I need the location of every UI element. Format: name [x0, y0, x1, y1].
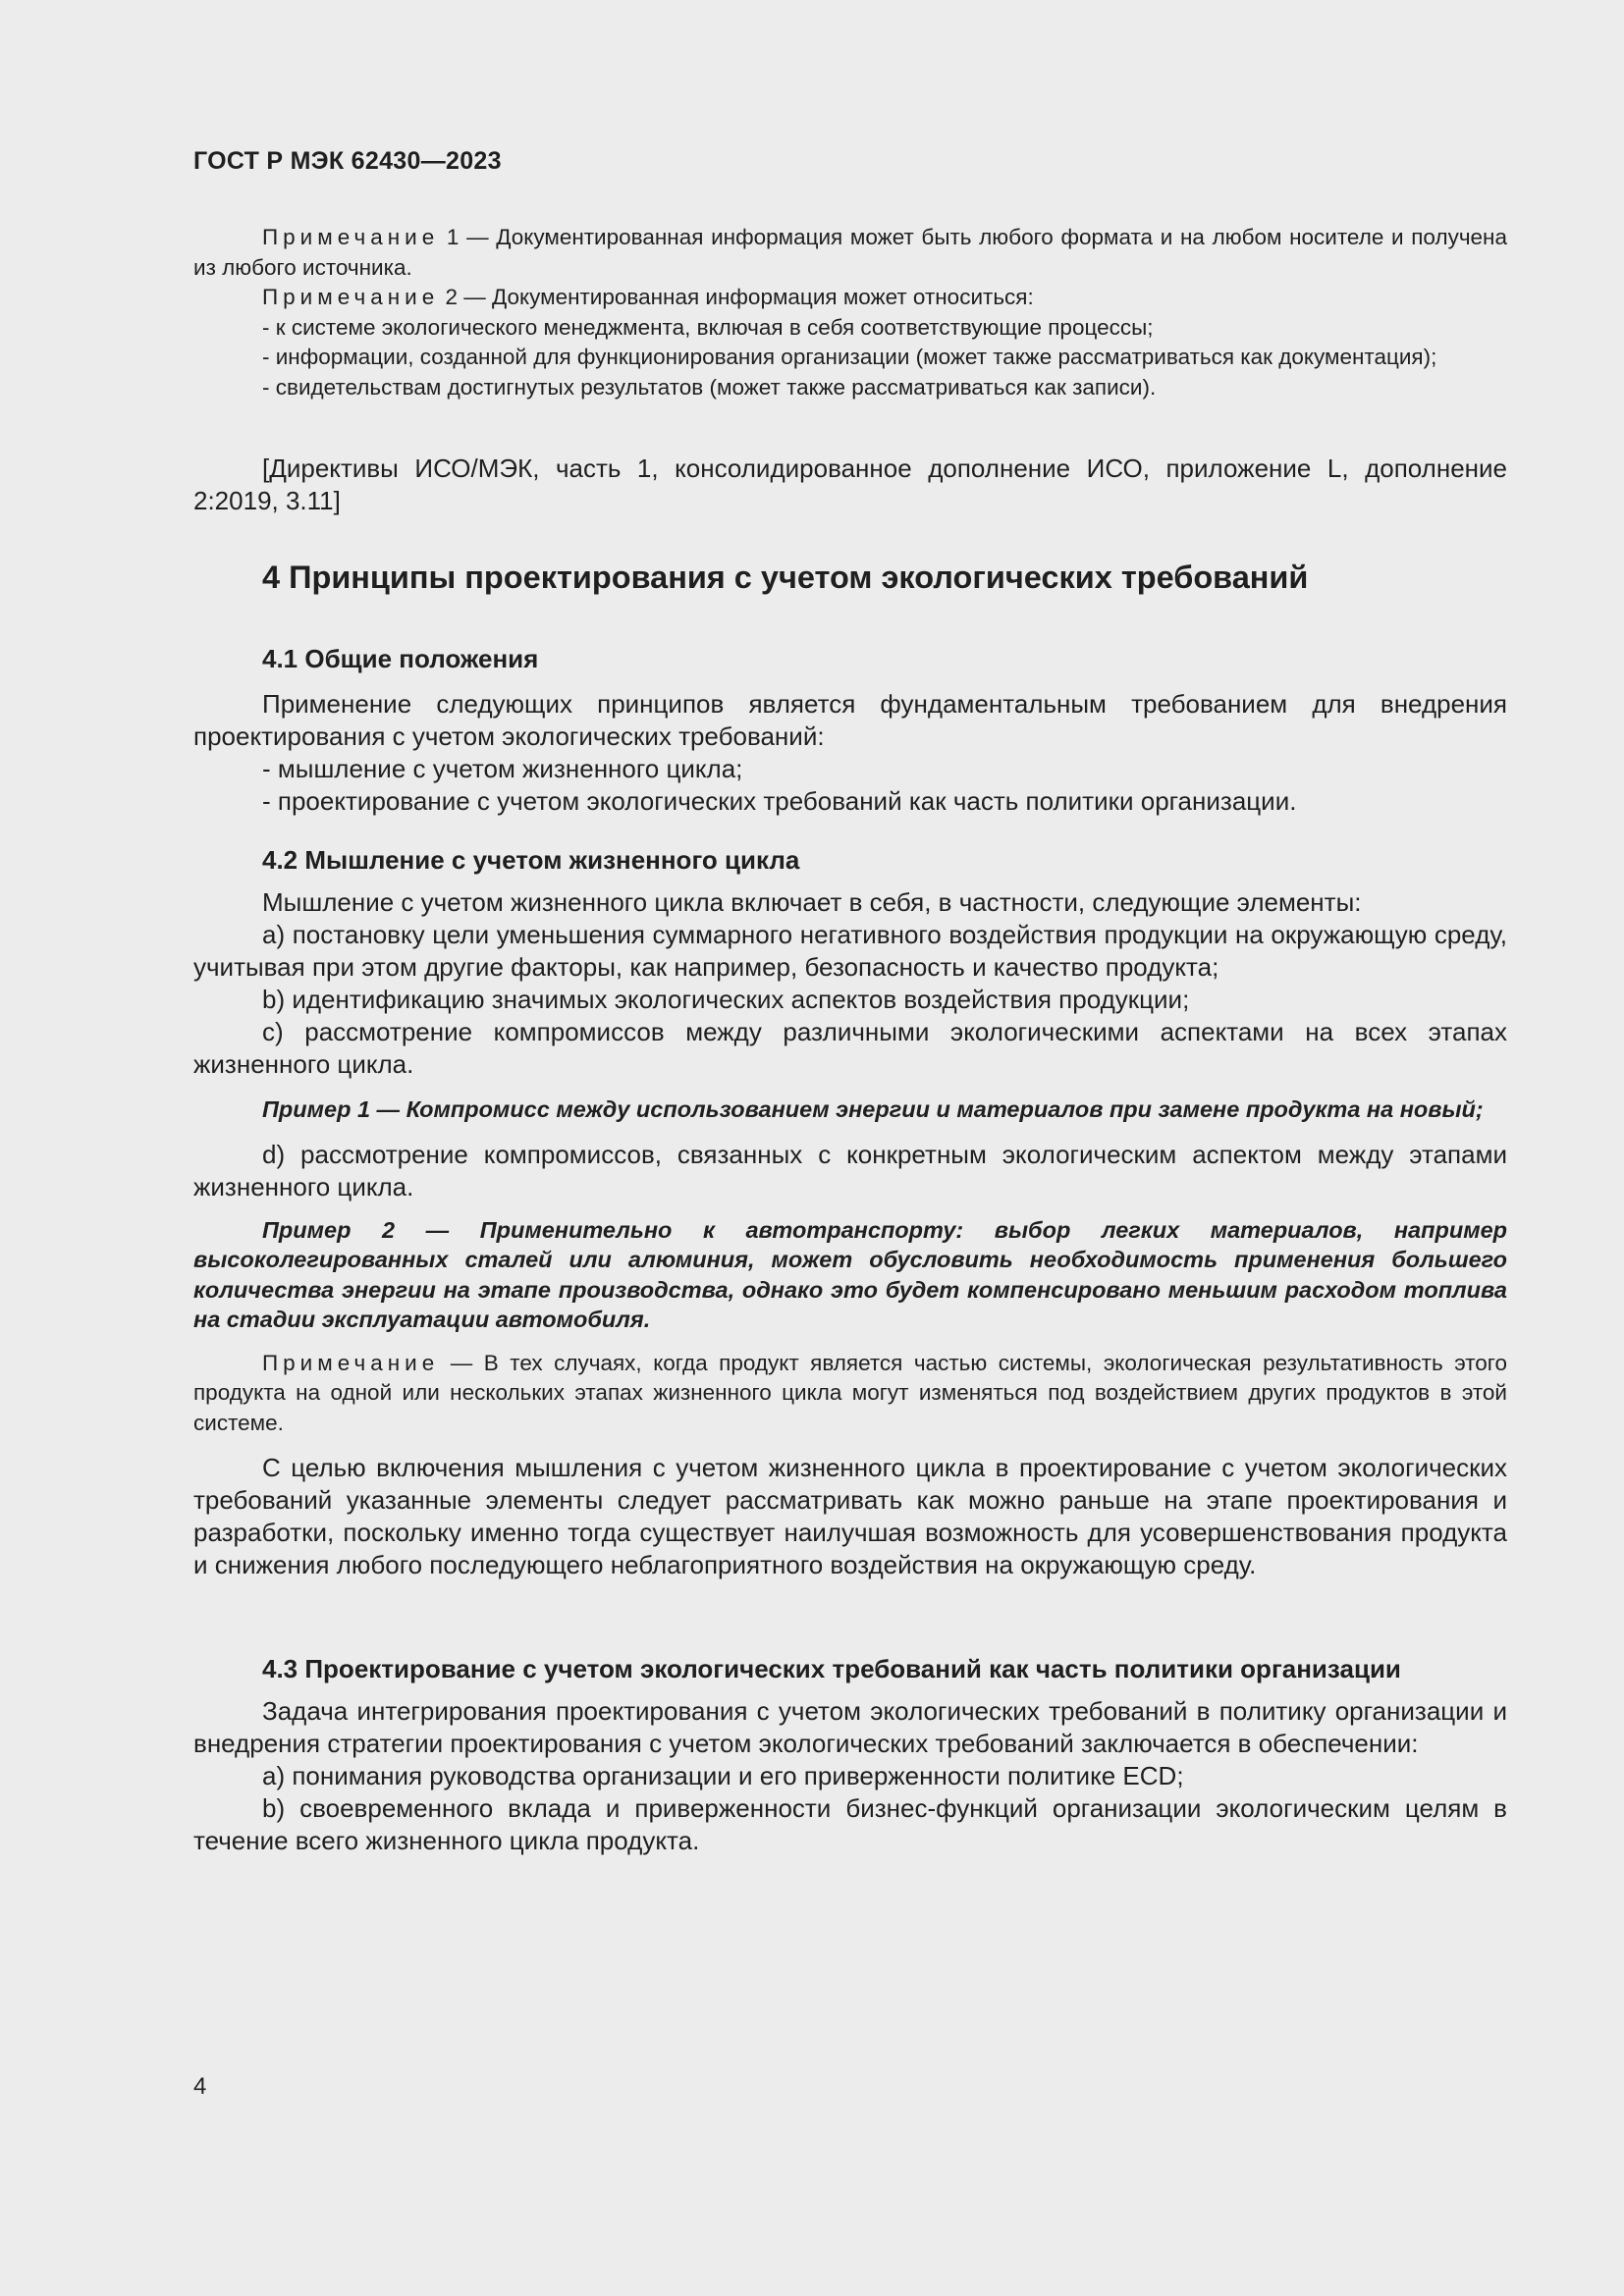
- note-3-text: — В тех случаях, когда продукт является частью системы, экологическая результативность этого продукта на одной или нескольких этапах жизненного цикла могут изменяться под воздействием других продуктов в этой системе.: [193, 1350, 1507, 1435]
- section-4-2-title: 4.2 Мышление с учетом жизненного цикла: [262, 845, 800, 875]
- document-header: ГОСТ Р МЭК 62430—2023: [193, 147, 502, 175]
- note-3: [193, 1349, 1507, 1439]
- list-item: - к системе экологического менеджмента, включая в себя соответствующие процессы;: [262, 314, 1154, 340]
- list-item-a: a) постановку цели уменьшения суммарного негативного воздействия продукции на окружающую среду, учитывая при этом другие факторы, как например, безопасность и качество продукта;: [193, 920, 1507, 982]
- list-item-b: b) идентификацию значимых экологических аспектов воздействия продукции;: [262, 985, 1190, 1014]
- note-2-label: Примечание: [262, 285, 440, 309]
- notes-top: [193, 223, 1507, 402]
- section-4-2-intro: Мышление с учетом жизненного цикла включает в себя, в частности, следующие элементы:: [262, 887, 1362, 917]
- note-1-label: Примечание: [262, 225, 440, 249]
- list-item: - свидетельствам достигнутых результатов (может также рассматриваться как записи).: [262, 374, 1157, 400]
- section-4-title: 4 Принципы проектирования с учетом экологических требований: [262, 560, 1309, 595]
- note-2-text: 2 — Документированная информация может относиться:: [439, 285, 1034, 309]
- section-4-1-intro: Применение следующих принципов является фундаментальным требованием для внедрения проектирования с учетом экологических требований:: [193, 689, 1507, 751]
- list-item: - проектирование с учетом экологических требований как часть политики организации.: [262, 786, 1297, 816]
- section-4-3-intro: Задача интегрирования проектирования с учетом экологических требований в политику организации и внедрения стратегии проектирования с учетом экологических требований заключается в обеспечении:: [193, 1696, 1507, 1758]
- note-1-text: 1 — Документированная информация может быть любого формата и на любом носителе и получена из любого источника.: [193, 225, 1507, 280]
- example-1: Пример 1 — Компромисс между использованием энергии и материалов при замене продукта на новый;: [262, 1096, 1484, 1122]
- section-4-1: [193, 642, 1507, 818]
- note-2: [193, 283, 1507, 313]
- list-item: - мышление с учетом жизненного цикла;: [262, 754, 743, 783]
- section-4-3-title: 4.3 Проектирование с учетом экологических требований как часть политики организации: [262, 1654, 1401, 1683]
- list-item-d: d) рассмотрение компромиссов, связанных с конкретным экологическим аспектом между этапами жизненного цикла.: [193, 1139, 1507, 1201]
- section-4-2: [193, 843, 1507, 1581]
- list-item-b: b) своевременного вклада и приверженности бизнес-функций организации экологическим целям в течение всего жизненного цикла продукта.: [193, 1793, 1507, 1855]
- list-item-a: a) понимания руководства организации и его приверженности политике ECD;: [262, 1761, 1184, 1790]
- page-number: 4: [193, 2073, 207, 2100]
- section-4: [193, 558, 1507, 597]
- note-1: [193, 223, 1507, 283]
- section-4-1-title: 4.1 Общие положения: [262, 644, 539, 673]
- reference-block: [193, 453, 1507, 517]
- section-4-3: [193, 1652, 1507, 1857]
- note-3-label: Примечание: [262, 1350, 440, 1375]
- list-item-c: c) рассмотрение компромиссов между различными экологическими аспектами на всех этапах жизненного цикла.: [193, 1017, 1507, 1079]
- reference-text: [Директивы ИСО/МЭК, часть 1, консолидированное дополнение ИСО, приложение L, дополнение 2:2019, 3.11]: [193, 454, 1507, 515]
- section-4-2-closing: С целью включения мышления с учетом жизненного цикла в проектирование с учетом экологических требований указанные элементы следует рассматривать как можно раньше на этапе проектирования и разработки, поскольку именно тогда существует наилучшая возможность для усовершенствования продукта и снижения любого последующего неблагоприятного воздействия на окружающую среду.: [193, 1453, 1507, 1579]
- example-2: Пример 2 — Применительно к автотранспорту: выбор легких материалов, например высоколегированных сталей или алюминия, может обусловить необходимость применения большего количества энергии на этапе производства, однако это будет компенсировано меньшим расходом топлива на стадии эксплуатации автомобиля.: [193, 1216, 1507, 1332]
- list-item: - информации, созданной для функционирования организации (может также рассматриваться как документация);: [262, 345, 1437, 369]
